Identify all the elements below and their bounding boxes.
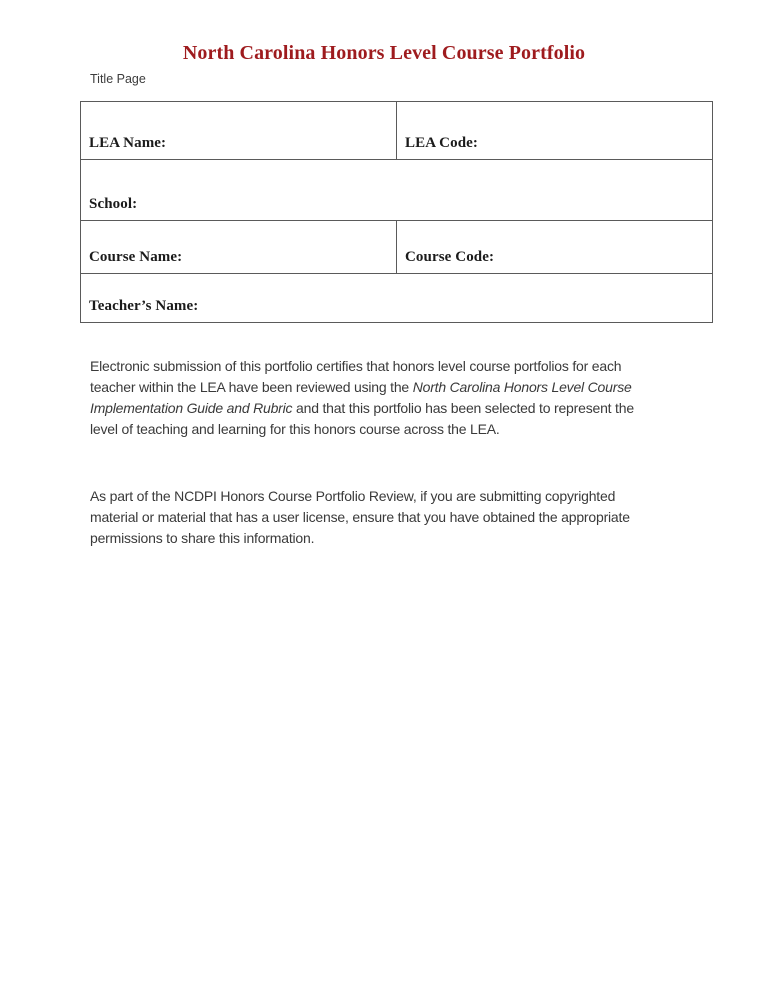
- table-row: [81, 160, 713, 221]
- title-page-form-table: [80, 101, 713, 323]
- field-lea-name[interactable]: [81, 102, 397, 160]
- section-label-title-page: Title Page: [90, 72, 146, 86]
- certification-text-italic: North Carolina Honors Level Course Implementation Guide and Rubric: [90, 379, 632, 416]
- field-school[interactable]: [81, 160, 713, 221]
- school-label: School:: [89, 196, 138, 212]
- teacher-name-label: Teacher’s Name:: [89, 298, 199, 314]
- table-row: [81, 221, 713, 274]
- course-code-label: Course Code:: [405, 249, 495, 265]
- field-course-name[interactable]: [81, 221, 397, 274]
- certification-text-pre: Electronic submission of this portfolio certifies that honors level course portfolios for each teacher within the LEA have been reviewed using the: [90, 358, 622, 395]
- course-name-label: Course Name:: [89, 249, 183, 265]
- field-teacher-name[interactable]: [81, 274, 713, 323]
- document-title: North Carolina Honors Level Course Portfolio: [182, 42, 586, 64]
- certification-paragraph: [90, 356, 665, 440]
- certification-text-post: and that this portfolio has been selected to represent the level of teaching and learning for this honors course across the LEA.: [90, 400, 634, 437]
- field-lea-code[interactable]: [397, 102, 713, 160]
- copyright-paragraph: As part of the NCDPI Honors Course Portfolio Review, if you are submitting copyrighted material or material that has a user license, ensure that you have obtained the appropriate permissions to share this information.: [90, 488, 630, 546]
- table-row: [81, 274, 713, 323]
- lea-code-label: LEA Code:: [405, 135, 478, 151]
- table-row: [81, 102, 713, 160]
- field-course-code[interactable]: [397, 221, 713, 274]
- lea-name-label: LEA Name:: [89, 135, 167, 151]
